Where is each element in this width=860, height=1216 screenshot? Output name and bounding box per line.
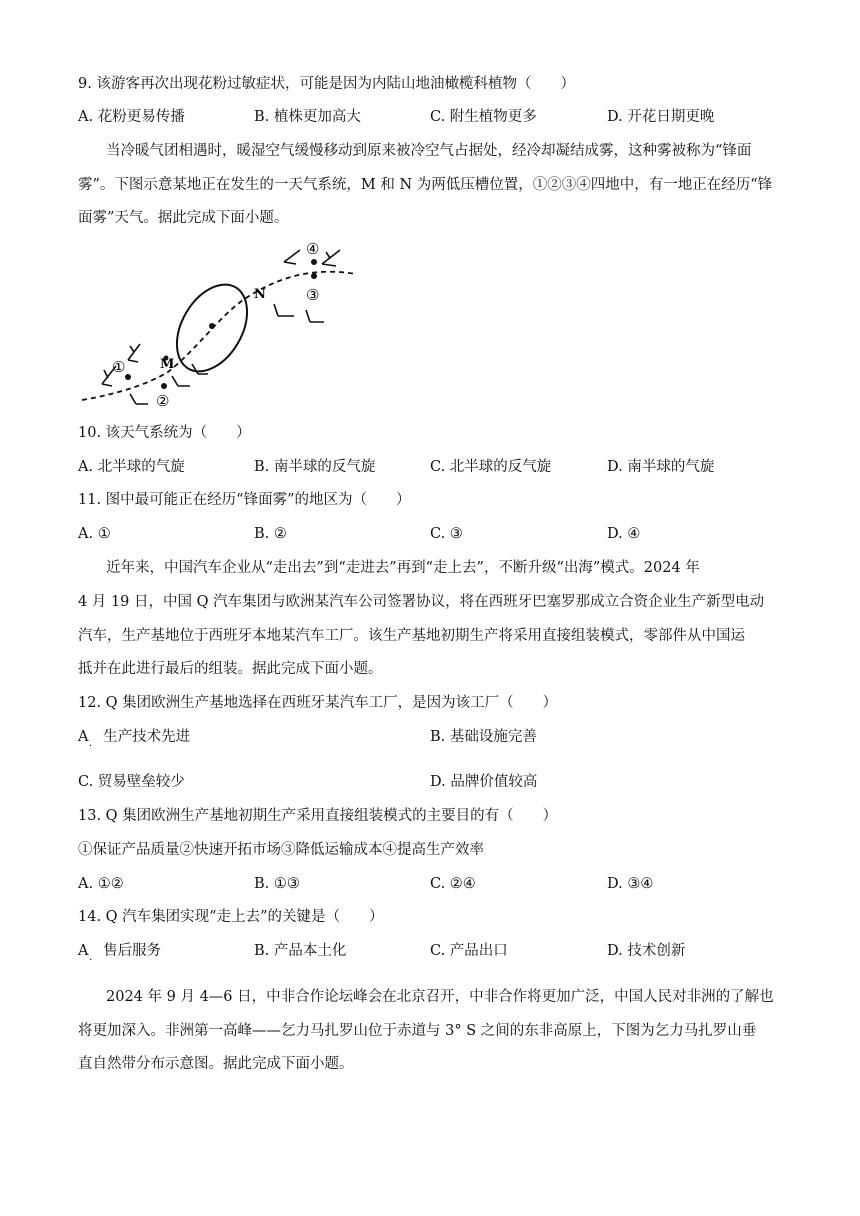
passage1-line1: 当冷暖气团相遇时，暖湿空气缓慢移动到原来被冷空气占据处，经冷却凝结成雾，这种雾被称为“锋面 xyxy=(106,143,752,159)
passage2-line3: 汽车，生产基地位于西班牙本地某汽车工厂。该生产基地初期生产将采用直接组装模式，零部件从中国运 xyxy=(78,628,745,644)
q12-option-a-letter: A xyxy=(78,729,89,745)
q13-stem: 13. Q 集团欧洲生产基地初期生产采用直接组装模式的主要目的有（ ） xyxy=(78,808,558,824)
passage2-line4: 抵并在此进行最后的组装。据此完成下面小题。 xyxy=(78,661,383,677)
q13-option-a: A. ①② xyxy=(78,876,124,892)
label-site4: ④ xyxy=(306,240,320,258)
q13-option-d: D. ③④ xyxy=(607,876,654,892)
passage1-line3: 面雾”天气。据此完成下面小题。 xyxy=(78,210,289,226)
q10-option-d: D. 南半球的气旋 xyxy=(607,459,715,475)
q12-option-c: C. 贸易壁垒较少 xyxy=(78,774,185,790)
q12-option-d: D. 品牌价值较高 xyxy=(430,774,538,790)
q9-option-d: D. 开花日期更晚 xyxy=(607,109,715,125)
q14-option-a-text: 售后服务 xyxy=(103,943,162,959)
q9-option-c: C. 附生植物更多 xyxy=(430,109,537,125)
q12-stem: 12. Q 集团欧洲生产基地选择在西班牙某汽车工厂，是因为该工厂（ ） xyxy=(78,695,558,711)
label-site2: ② xyxy=(156,392,170,410)
q13-items: ①保证产品质量②快速开拓市场③降低运输成本④提高生产效率 xyxy=(78,842,484,858)
label-n: N xyxy=(254,287,266,302)
q14-option-c: C. 产品出口 xyxy=(430,943,508,959)
q12-option-b: B. 基础设施完善 xyxy=(430,729,537,745)
q13-option-c: C. ②④ xyxy=(430,876,476,892)
q11-stem: 11. 图中最可能正在经历“锋面雾”的地区为（ ） xyxy=(78,492,411,508)
mark-dot: · xyxy=(89,741,93,752)
passage2-line2: 4 月 19 日，中国 Q 汽车集团与欧洲某汽车公司签署协议，将在西班牙巴塞罗那成立合资企业生产新型电动 xyxy=(78,594,765,610)
label-m: M xyxy=(160,357,175,372)
q12-option-a xyxy=(78,727,190,747)
q11-option-a: A. ① xyxy=(78,526,111,542)
mark-dot: · xyxy=(89,955,93,966)
q14-option-a-letter: A xyxy=(78,943,89,959)
q14-option-b: B. 产品本土化 xyxy=(254,943,347,959)
passage3-line2: 将更加深入。非洲第一高峰——乞力马扎罗山位于赤道与 3° S 之间的东非高原上，下图为乞力马扎罗山垂 xyxy=(78,1023,757,1039)
passage3-line3: 直自然带分布示意图。据此完成下面小题。 xyxy=(78,1056,354,1072)
q10-option-c: C. 北半球的反气旋 xyxy=(430,459,552,475)
q9-option-a: A. 花粉更易传播 xyxy=(78,109,185,125)
passage1-line2: 雾”。下图示意某地正在发生的一天气系统，M 和 N 为两低压槽位置，①②③④四地中，有一地正在经历“锋 xyxy=(78,177,773,193)
q11-option-d: D. ④ xyxy=(607,526,641,542)
label-site3: ③ xyxy=(306,286,320,304)
q11-option-b: B. ② xyxy=(254,526,287,542)
q10-stem: 10. 该天气系统为（ ） xyxy=(78,425,251,441)
q10-option-b: B. 南半球的反气旋 xyxy=(254,459,376,475)
q12-option-a-text: 生产技术先进 xyxy=(103,729,191,745)
q11-option-c: C. ③ xyxy=(430,526,463,542)
passage2-line1: 近年来，中国汽车企业从“走出去”到“走进去”再到“走上去”，不断升级“出海”模式。2024 年 xyxy=(106,560,700,576)
label-site1: ① xyxy=(112,358,126,376)
q9-option-b: B. 植株更加高大 xyxy=(254,109,361,125)
q14-stem: 14. Q 汽车集团实现“走上去”的关键是（ ） xyxy=(78,909,384,925)
passage3-line1: 2024 年 9 月 4—6 日，中非合作论坛峰会在北京召开，中非合作将更加广泛，中国人民对非洲的了解也 xyxy=(106,989,774,1005)
q14-option-d: D. 技术创新 xyxy=(607,943,686,959)
q10-option-a: A. 北半球的气旋 xyxy=(78,459,185,475)
weather-system-figure xyxy=(78,236,378,416)
center-point xyxy=(209,323,215,329)
q9-stem: 9. 该游客再次出现花粉过敏症状，可能是因为内陆山地油橄榄科植物（ ） xyxy=(78,76,575,92)
q13-option-b: B. ①③ xyxy=(254,876,300,892)
